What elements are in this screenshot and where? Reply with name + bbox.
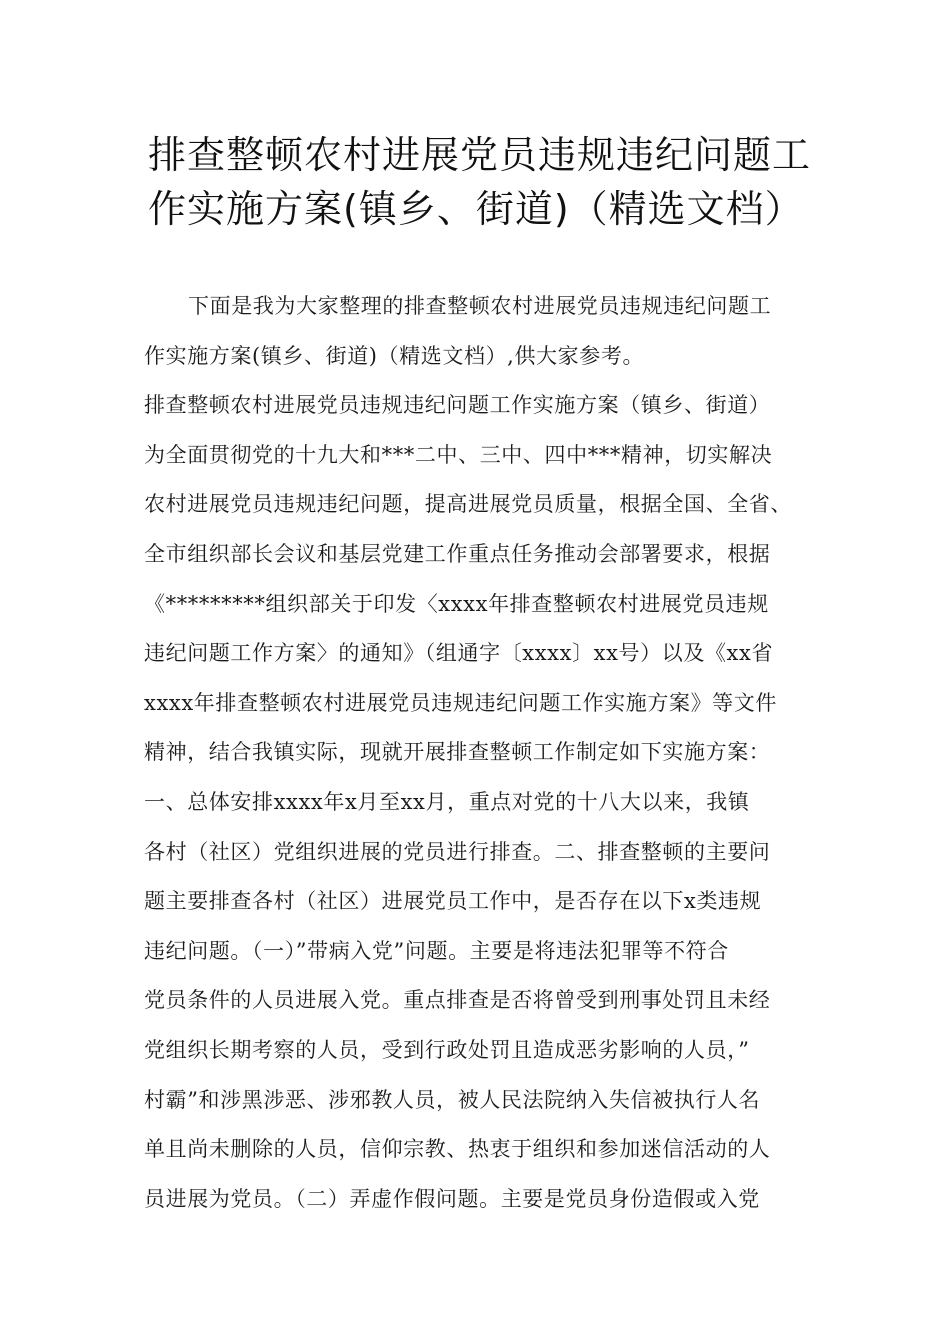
- paragraph-line: 党组织长期考察的人员，受到行政处罚且造成恶劣影响的人员，”: [144, 1037, 750, 1062]
- title-line: 排查整顿农村进展党员违规违纪问题工: [148, 133, 812, 177]
- paragraph-line: xxxx年排查整顿农村进展党员违规违纪问题工作实施方案》等文件: [144, 690, 777, 715]
- title-line: 作实施方案(镇乡、街道)（精选文档）: [148, 187, 804, 231]
- paragraph-line: 违纪问题。（一）”带病入党”问题。主要是将违法犯罪等不符合: [144, 938, 729, 963]
- paragraph-line: 题主要排查各村（社区）进展党员工作中，是否存在以下x类违规: [144, 889, 762, 914]
- paragraph-line: 违纪问题工作方案〉的通知》（组通字〔xxxx〕xx号）以及《xx省: [144, 641, 774, 666]
- document-title: [148, 128, 828, 236]
- paragraph-line: 各村（社区）党组织进展的党员进行排查。二、排查整顿的主要问: [144, 839, 771, 864]
- paragraph-line: 排查整顿农村进展党员违规违纪问题工作实施方案（镇乡、街道）: [144, 393, 771, 418]
- paragraph-line: 全市组织部长会议和基层党建工作重点任务推动会部署要求，根据: [144, 541, 771, 566]
- paragraph-line: 员进展为党员。（二）弄虚作假问题。主要是党员身份造假或入党: [144, 1186, 760, 1211]
- paragraph-line: 《*********组织部关于印发〈xxxx年排查整顿农村进展党员违规: [144, 591, 769, 616]
- paragraph-line: 党员条件的人员进展入党。重点排查是否将曾受到刑事处罚且未经: [144, 988, 771, 1013]
- paragraph-line: 下面是我为大家整理的排查整顿农村进展党员违规违纪问题工: [188, 294, 772, 318]
- paragraph-line: 单且尚未删除的人员，信仰宗教、热衷于组织和参加迷信活动的人: [144, 1137, 771, 1162]
- paragraph-line: 村霸”和涉黑涉恶、涉邪教人员，被人民法院纳入失信被执行人名: [144, 1087, 761, 1112]
- paragraph-line: 作实施方案(镇乡、街道)（精选文档）,供大家参考。: [144, 343, 645, 368]
- paragraph-line: 精神，结合我镇实际，现就开展排查整顿工作制定如下实施方案：: [144, 740, 771, 765]
- paragraph-line: 为全面贯彻党的十九大和***二中、三中、四中***精神，切实解决: [144, 442, 773, 467]
- paragraph-line: 一、总体安排xxxx年x月至xx月，重点对党的十八大以来，我镇: [144, 789, 750, 814]
- document-body: [144, 282, 834, 1224]
- paragraph-line: 农村进展党员违规违纪问题，提高进展党员质量，根据全国、全省、: [144, 492, 792, 517]
